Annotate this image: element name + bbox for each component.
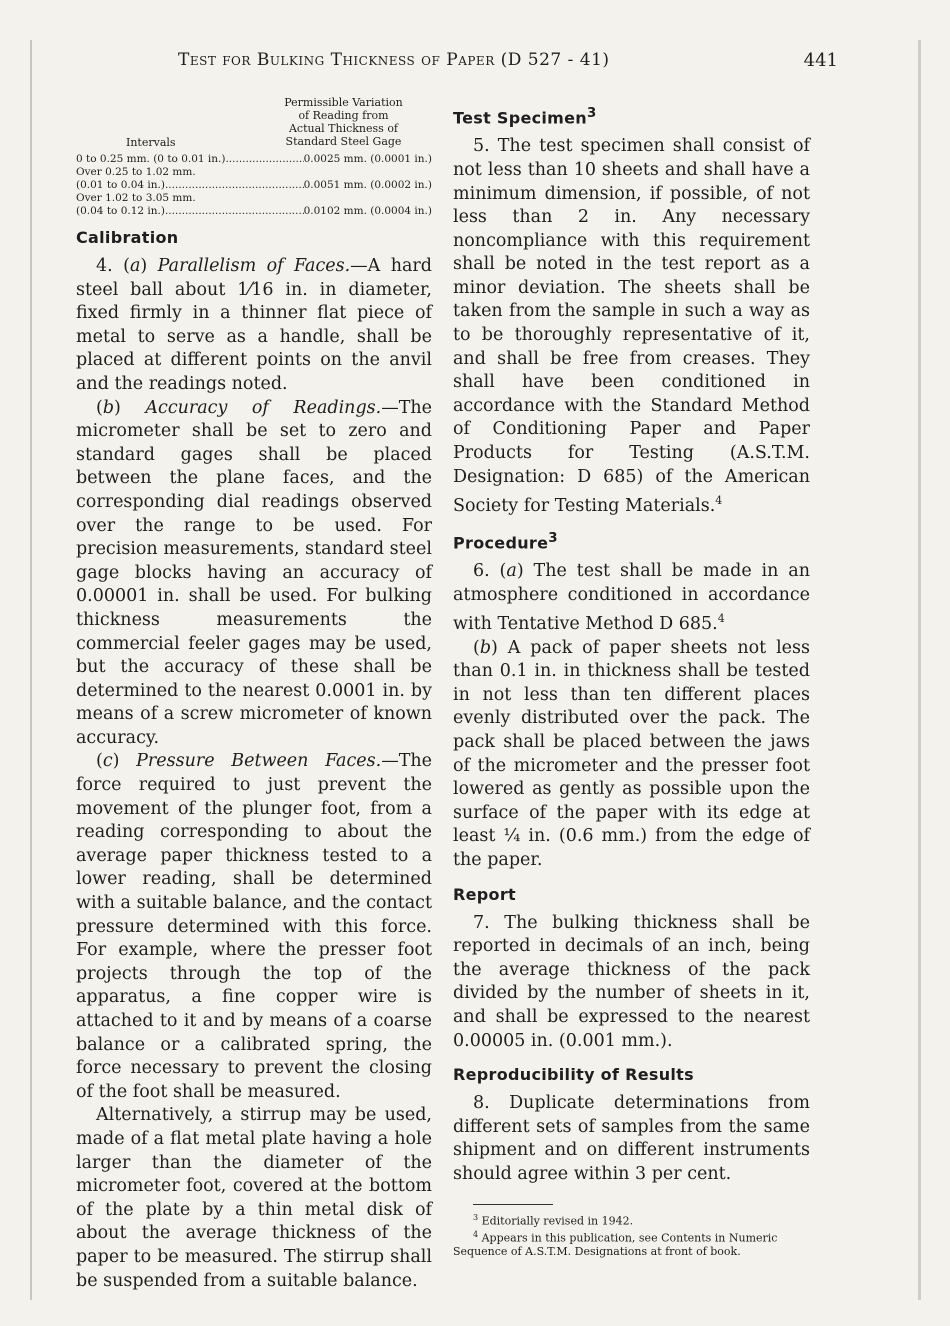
variation-row xyxy=(76,153,432,166)
variation-value: 0.0102 mm. (0.0004 in.) xyxy=(303,205,432,217)
variation-column-heading xyxy=(271,96,416,148)
variation-heading-line: of Reading from xyxy=(298,109,389,122)
footnote-ref: 4 xyxy=(717,612,725,626)
scan-edge-right xyxy=(918,40,921,1300)
subsection-title: Pressure Between Faces. xyxy=(136,751,382,772)
subsection-letter: b xyxy=(102,397,115,418)
paragraph-8: 8. Duplicate determinations from different sets of samples from the same shipment and on different instruments should agree within 3 per cent. xyxy=(453,1093,810,1184)
paragraph-number: 4. ( xyxy=(96,256,130,276)
interval-text: Over 1.02 to 3.05 mm. xyxy=(76,192,196,204)
paragraph-5 xyxy=(453,135,810,518)
subsection-title: Accuracy of Readings. xyxy=(145,397,382,418)
paragraph-body: 5. The test specimen shall consist of not less than 10 sheets and shall have a minimum dimension, if possible, of not less than 2 in. Any necessary noncompliance with this requirement shall be noted in the test report as a minor deviation. The sheets shall be taken from the sample in such a way as to be thoroughly representative of it, and shall be free from creases. They shall have been conditioned in accordance with the Standard Method of Conditioning Paper and Paper Products for Testing (A.S.T.M. Designation: D 685) of the American Society for Testing Materials. xyxy=(453,136,810,517)
interval-text: (0.01 to 0.04 in.) xyxy=(76,179,165,191)
footnote-mark: 4 xyxy=(473,1230,479,1240)
paragraph-body: —A hard steel ball about 1⁄16 in. in diameter, fixed firmly in a thinner flat piece of metal to serve as a handle, shall be placed at different points on the anvil and the readings noted. xyxy=(76,256,432,394)
paren: ) xyxy=(114,397,146,418)
variation-heading-line: Standard Steel Gage xyxy=(285,135,402,148)
running-head: Test for Bulking Thickness of Paper (D 527 - 41) xyxy=(178,50,610,70)
subsection-letter: a xyxy=(129,256,141,276)
paragraph-body: ) A pack of paper sheets not less than 0.1 in. in thickness shall be tested in not less than ten different places evenly distributed over the pack. The pack shall be placed between the jaws of the micrometer and the presser foot lowered as gently as possible upon the surface of the paper with its edge at least ¼ in. (0.6 mm.) from the edge of the paper. xyxy=(453,637,810,870)
subsection-letter: b xyxy=(479,637,492,658)
variation-value: 0.0025 mm. (0.0001 in.) xyxy=(303,153,432,165)
page-number: 441 xyxy=(803,50,838,71)
footnote-3 xyxy=(453,1211,810,1228)
footnote-divider xyxy=(473,1204,553,1205)
section-heading-calibration: Calibration xyxy=(76,228,179,247)
paragraph-alternatively: Alternatively, a stirrup may be used, made of a flat metal plate having a hole larger than the diameter of the micrometer foot, covered at the bottom of the plate by a thin metal disk of about the average thickness of the paper to be measured. The stirrup shall be suspended from a suitable balance. xyxy=(76,1105,432,1291)
subsection-letter: c xyxy=(102,751,113,772)
section-heading-test-specimen xyxy=(453,106,810,127)
section-heading-reproducibility: Reproducibility of Results xyxy=(453,1065,694,1085)
variation-heading-line: Actual Thickness of xyxy=(288,122,399,135)
footnote-ref: 3 xyxy=(548,530,558,546)
section-heading-procedure xyxy=(453,531,810,552)
paragraph-body: —The micrometer shall be set to zero and standard gages shall be placed between the plane faces, and the corresponding dial readings observed over the range to be used. For precision measurements, standard steel gage blocks having an accuracy of 0.00001 in. shall be used. For bulking thickness measurements the commercial feeler gages may be used, but the accuracy of these shall be determined to the nearest 0.0001 in. by means of a screw micrometer of known accuracy. xyxy=(76,397,433,748)
scan-edge-left xyxy=(30,40,32,1300)
variation-row xyxy=(76,192,432,218)
dot-leader xyxy=(165,205,304,218)
interval-text: Over 0.25 to 1.02 mm. xyxy=(76,166,196,178)
paragraph-6a xyxy=(453,560,810,637)
dot-leader xyxy=(165,179,304,192)
paragraph-7: 7. The bulking thickness shall be reported in decimals of an inch, being the average thickness of the pack divided by the number of sheets in it, and shall be expressed to the nearest 0.00005 in. (0.001 mm.). xyxy=(453,912,810,1051)
footnote-text: Editorially revised in 1942. xyxy=(481,1215,634,1229)
paren: ( xyxy=(96,397,103,418)
variation-heading-line: Permissible Variation xyxy=(284,96,403,109)
dot-leader xyxy=(225,153,303,166)
subsection-title: Parallelism of Faces. xyxy=(157,256,351,276)
paragraph-body: ) The test shall be made in an atmosphere conditioned in accordance with Tentative Method D 685. xyxy=(453,560,810,634)
paragraph-6b xyxy=(453,637,810,873)
paragraph-4a xyxy=(76,255,432,397)
footnote-4 xyxy=(453,1228,810,1258)
footnote-ref: 4 xyxy=(715,494,723,508)
paragraph-number: 6. ( xyxy=(473,560,507,581)
footnote-text: Appears in this publication, see Contents in Numeric Sequence of A.S.T.M. Designations at front of book. xyxy=(453,1231,778,1258)
paragraph-body: —The force required to just prevent the movement of the plunger foot, from a reading corresponding to about the average paper thickness tested to a lower reading, shall be determined with a suitable balance, and the contact pressure determined with this force. For example, where the presser foot projects through the top of the apparatus, a fine copper wire is attached to it and by means of a coarse balance or a calibrated spring, the force necessary to prevent the closing of the foot shall be measured. xyxy=(76,751,432,1102)
interval-text: (0.04 to 0.12 in.) xyxy=(76,205,165,217)
right-column xyxy=(453,96,810,1258)
variation-rows xyxy=(76,153,432,218)
heading-text: Test Specimen xyxy=(453,108,587,128)
variation-table xyxy=(76,96,432,216)
footnote-ref: 3 xyxy=(587,106,597,121)
paragraph-4c xyxy=(76,750,432,1104)
paren: ) xyxy=(140,256,158,276)
variation-row xyxy=(76,166,432,192)
section-heading-report: Report xyxy=(453,884,516,904)
heading-text: Procedure xyxy=(453,532,549,552)
intervals-heading: Intervals xyxy=(126,136,176,149)
paragraph-4b xyxy=(76,397,432,751)
left-column xyxy=(76,96,432,1293)
paren: ( xyxy=(96,751,103,772)
variation-value: 0.0051 mm. (0.0002 in.) xyxy=(303,179,432,191)
footnote-mark: 3 xyxy=(473,1213,479,1223)
interval-text: 0 to 0.25 mm. (0 to 0.01 in.) xyxy=(76,153,226,165)
paren: ) xyxy=(112,751,137,772)
paren: ( xyxy=(473,637,480,658)
subsection-letter: a xyxy=(506,560,517,581)
